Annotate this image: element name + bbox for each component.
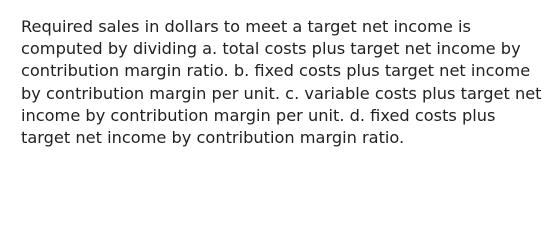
- question-text: Required sales in dollars to meet a target net income is computed by dividing a. total costs plus target net income by contribution margin ratio. b. fixed costs plus target net income by contribution margin per unit. c. variable costs plus target net income by contribution margin per unit. d. fixed costs plus target net income by contribution margin ratio.: [21, 17, 542, 148]
